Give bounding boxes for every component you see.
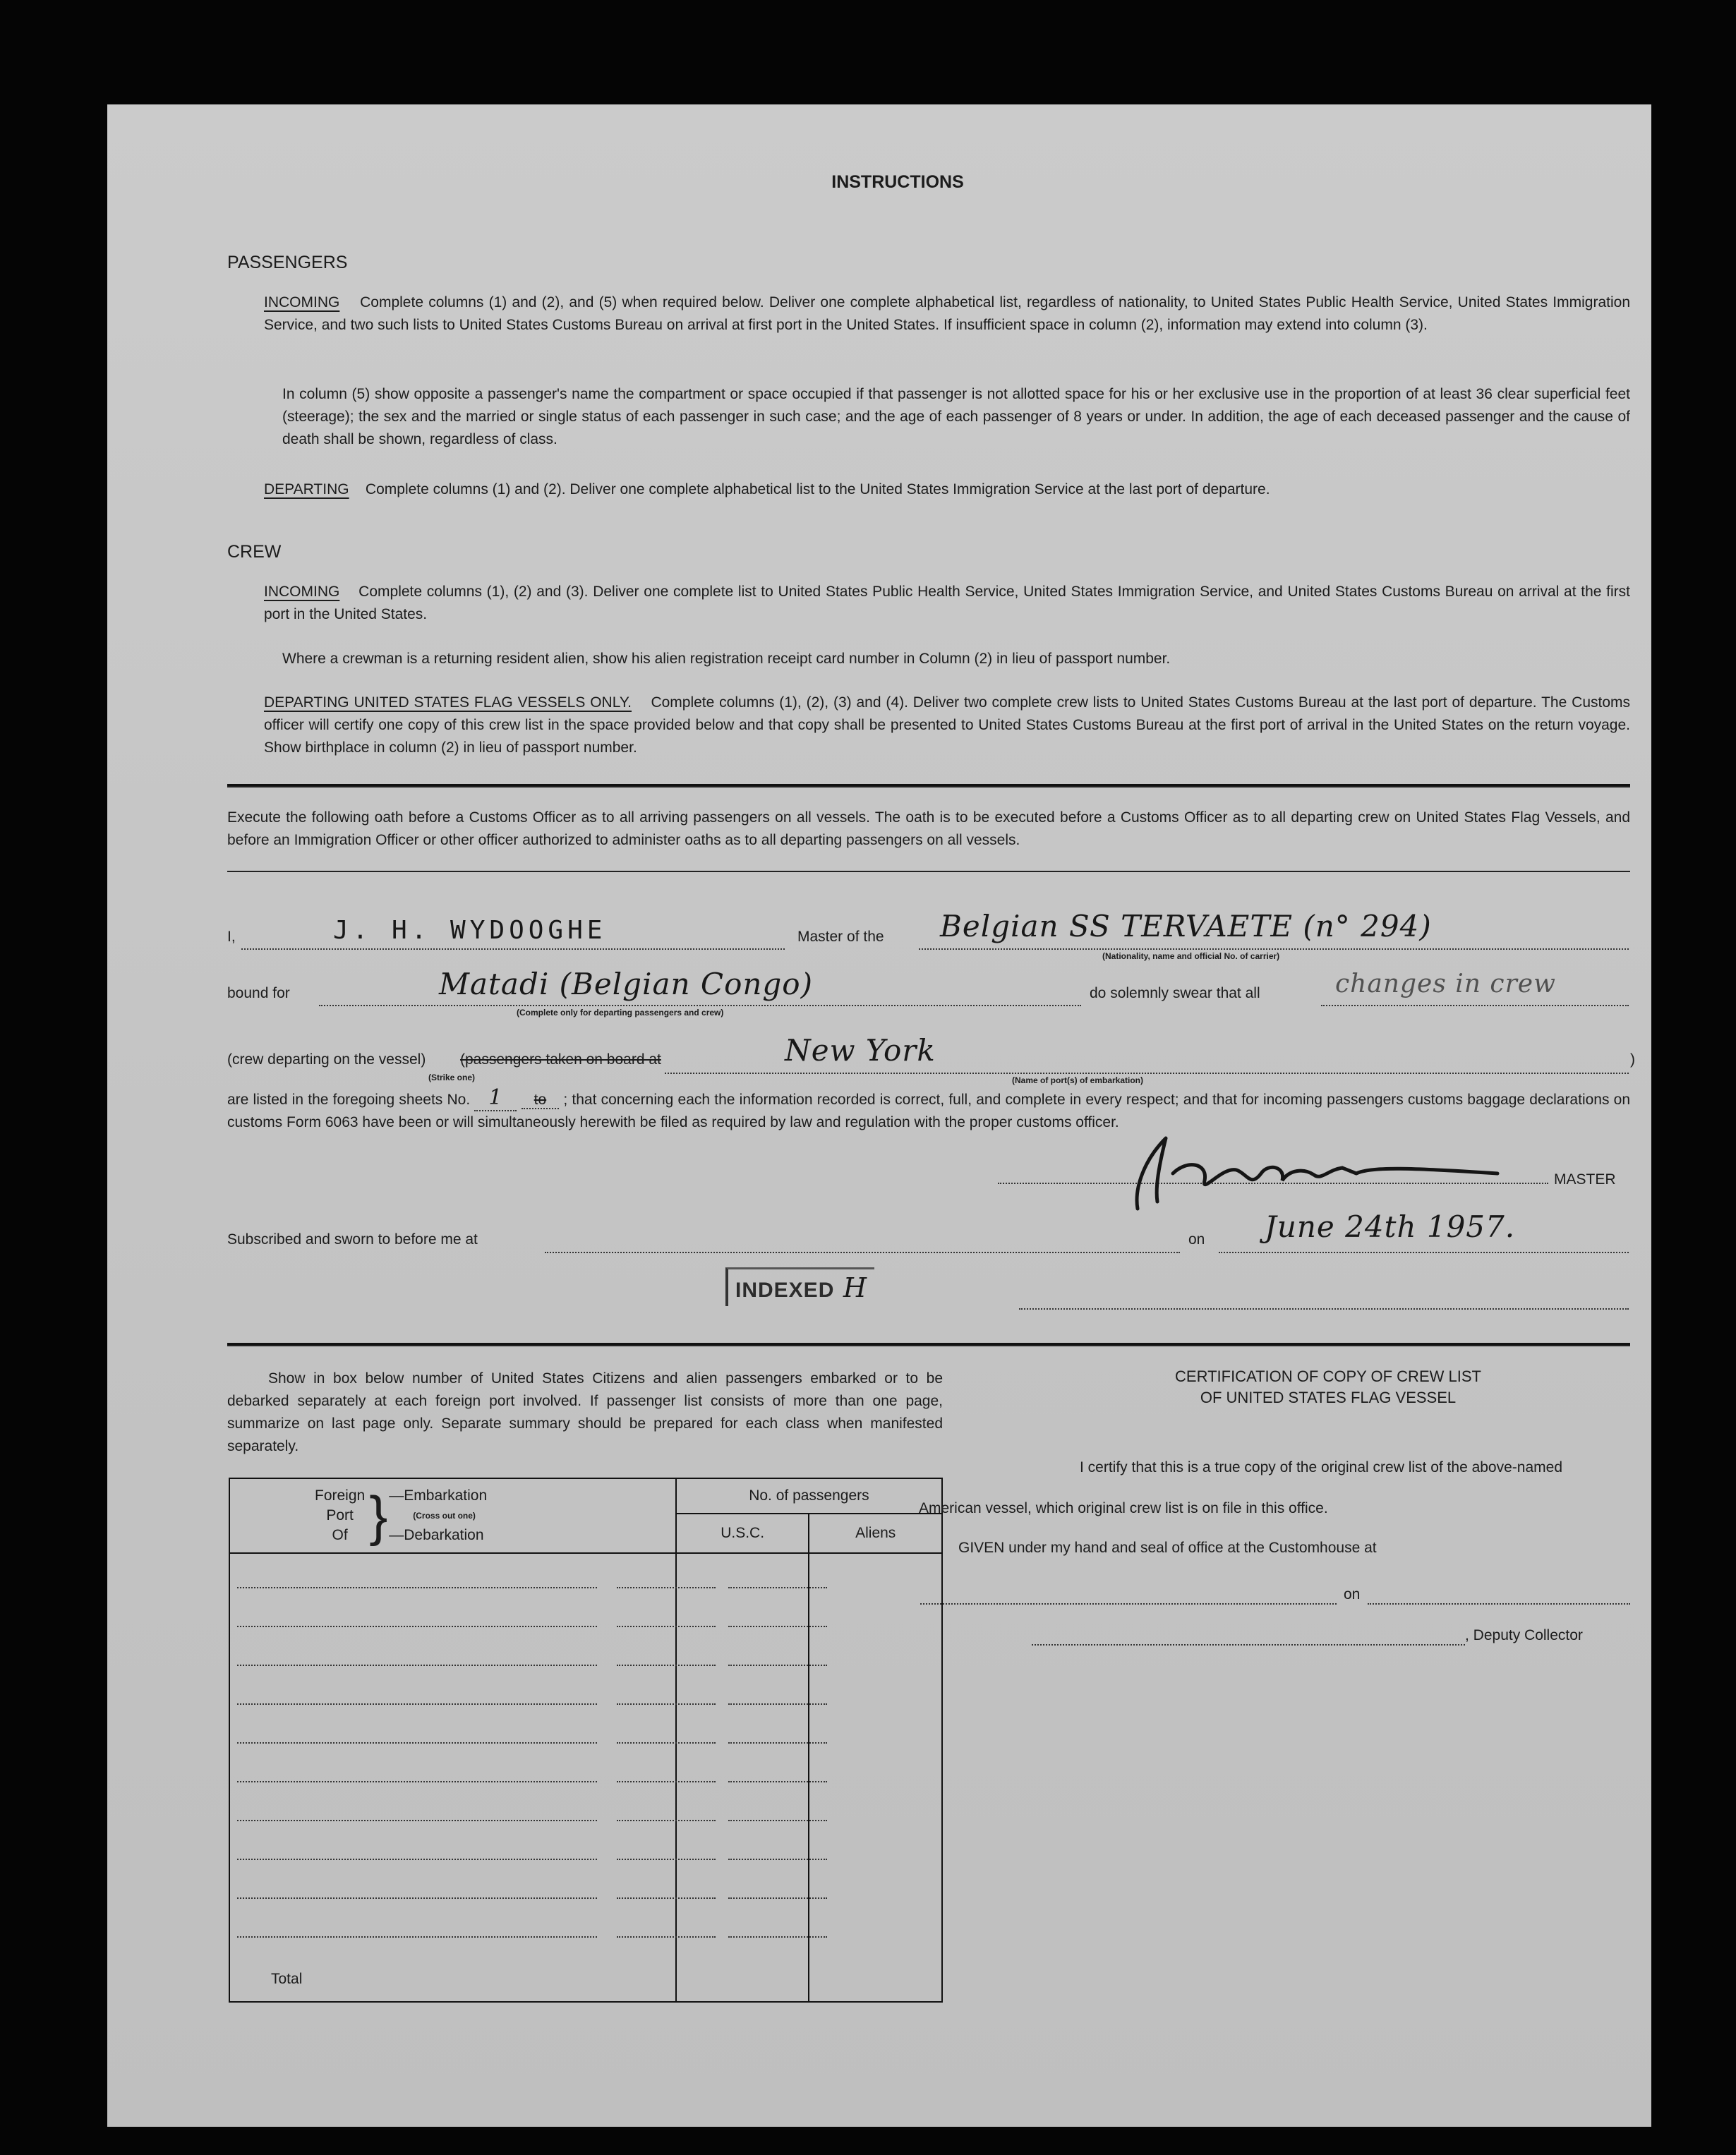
cross-out-caption: (Cross out one)	[413, 1511, 476, 1521]
crew-departing-option: (crew departing on the vessel)	[227, 1051, 426, 1068]
crew-resident-paragraph: Where a crewman is a returning resident alien, show his alien registration receipt card number in Column (2) in lieu of passport number.	[282, 651, 1171, 667]
subscribed-date: June 24th 1957.	[1265, 1209, 1516, 1244]
deputy-collector-line	[1032, 1644, 1465, 1646]
indexed-stamp	[725, 1267, 874, 1306]
port-value: New York	[785, 1033, 936, 1068]
summary-instruction: Show in box below number of United States Citizens and alien passengers embarked or to be debarked separately at each foreign port involved. If passenger list consists of more than one page, summarize on last page only. Separate summary should be prepared for each class when manifested separately.	[227, 1370, 943, 1454]
port-close-paren: )	[1630, 1051, 1635, 1068]
sheets-text: ; that concerning each the information recorded is correct, full, and complete in every respect; and that for incoming passengers customs baggage declarations on customs Form 6063 have been or will simultaneously herewith be filed as required by law and regulation with the proper customs officer.	[227, 1092, 1631, 1130]
passengers-heading: PASSENGERS	[227, 253, 348, 272]
table-row	[237, 1936, 597, 1938]
bound-for-line	[319, 1005, 1081, 1006]
table-row	[728, 1781, 827, 1782]
port-caption: (Name of port(s) of embarkation)	[1012, 1075, 1144, 1085]
section-divider	[227, 784, 1630, 787]
certification-title	[1025, 1366, 1632, 1408]
sheets-paragraph	[227, 1087, 1630, 1134]
crew-incoming-text: Complete columns (1), (2) and (3). Deliver one complete list to United States Public Health Service, United States Immigration Service, and United States Customs Bureau on arrival at the first port in the United States.	[264, 584, 1630, 622]
usc-column-body	[676, 1553, 809, 2002]
crew-incoming-paragraph	[264, 581, 1630, 626]
subscribed-on-label: on	[1188, 1231, 1205, 1248]
certification-line2: American vessel, which original crew list is on file in this office.	[919, 1500, 1328, 1516]
indexed-initial: H	[843, 1272, 867, 1303]
master-of-label: Master of the	[797, 929, 884, 945]
table-row	[237, 1781, 597, 1782]
passengers-column5-paragraph: In column (5) show opposite a passenger's name the compartment or space occupied if that passenger is not allotted space for his or her exclusive use in the proportion of at least 36 clear superficial feet (steerage); the sex and the married or single status of each passenger in such case; and the age of each passenger of 8 years or under. In addition, the age of each deceased passenger and the cause of death shall be shown, regardless of class.	[282, 386, 1630, 447]
master-signature	[1116, 1131, 1512, 1216]
swear-label: do solemnly swear that all	[1090, 985, 1260, 1001]
table-row	[237, 1703, 597, 1705]
no-passengers-header: No. of passengers	[676, 1478, 942, 1514]
document-page	[107, 104, 1651, 2127]
oath-divider	[227, 871, 1630, 872]
table-row	[617, 1781, 716, 1782]
table-row	[237, 1820, 597, 1821]
embarkation-option: —Embarkation	[389, 1487, 488, 1504]
passengers-incoming-text: Complete columns (1) and (2), and (5) when required below. Deliver one complete alphabetical list, regardless of nationality, to United States Public Health Service, United States Immigration Service, and two such lists to United States Customs Bureau on arrival at first port in the United States. If insufficient space in column (2), information may extend into column (3).	[264, 294, 1631, 333]
deputy-collector-label: , Deputy Collector	[1465, 1627, 1583, 1643]
debarkation-option: —Debarkation	[389, 1527, 484, 1543]
table-row	[617, 1665, 716, 1666]
crew-incoming-label: INCOMING	[264, 584, 340, 600]
table-row	[728, 1936, 827, 1938]
crew-departing-label: DEPARTING UNITED STATES FLAG VESSELS ONLY.	[264, 694, 632, 711]
table-row	[617, 1587, 716, 1588]
crew-departing-text: Complete columns (1), (2), (3) and (4). Deliver two complete crew lists to United States Customs Bureau at the last port of departure. The Customs officer will certify one copy of this crew list in the space provided below and that copy shall be presented to United States Customs Bureau at the first port of arrival in the United States on the return voyage. Show birthplace in column (2) in lieu of passport number.	[264, 694, 1631, 756]
table-row	[617, 1626, 716, 1627]
table-row	[617, 1859, 716, 1860]
passengers-incoming-label: INCOMING	[264, 294, 340, 310]
table-row	[728, 1626, 827, 1627]
vessel-name: Belgian SS TERVAETE (n° 294)	[940, 909, 1432, 943]
table-row	[237, 1859, 597, 1860]
certification-date-line	[1368, 1603, 1630, 1605]
bottom-section-divider	[227, 1343, 1630, 1346]
table-row	[617, 1703, 716, 1705]
indexed-stamp-text: INDEXED	[735, 1279, 835, 1302]
table-row	[237, 1742, 597, 1744]
page-title: INSTRUCTIONS	[831, 172, 964, 192]
table-row	[728, 1703, 827, 1705]
vessel-line	[919, 948, 1629, 950]
certification-on-label: on	[1344, 1586, 1361, 1602]
i-label: I,	[227, 929, 236, 945]
certification-officer-line	[1019, 1308, 1629, 1310]
bound-for-caption: (Complete only for departing passengers and crew)	[517, 1008, 724, 1018]
passenger-summary-table	[229, 1478, 943, 2003]
table-row	[617, 1820, 716, 1821]
sheets-label: are listed in the foregoing sheets No.	[227, 1092, 471, 1108]
brace: }	[369, 1485, 388, 1547]
passengers-departing-text: Complete columns (1) and (2). Deliver one complete alphabetical list to the United States Immigration Service at the last port of departure.	[365, 481, 1270, 497]
master-name-line	[241, 948, 785, 950]
table-row	[617, 1897, 716, 1899]
certification-line1: I certify that this is a true copy of the original crew list of the above-named	[1080, 1459, 1562, 1475]
subscribed-label: Subscribed and sworn to before me at	[227, 1231, 478, 1248]
table-row	[728, 1742, 827, 1744]
table-row	[237, 1665, 597, 1666]
passengers-incoming-paragraph	[264, 291, 1630, 337]
table-row	[237, 1626, 597, 1627]
master-name: J. H. WYDOOGHE	[333, 916, 607, 945]
bound-for-value: Matadi (Belgian Congo)	[439, 967, 813, 1001]
crew-heading: CREW	[227, 542, 282, 562]
certification-title-line1: CERTIFICATION OF COPY OF CREW LIST	[1175, 1368, 1481, 1385]
strike-one-caption: (Strike one)	[428, 1073, 476, 1082]
table-row	[728, 1897, 827, 1899]
vessel-caption: (Nationality, name and official No. of carrier)	[1102, 951, 1280, 961]
table-row	[728, 1587, 827, 1588]
subscribed-date-line	[1219, 1252, 1629, 1253]
foreign-port-label: Foreign Port Of	[315, 1487, 366, 1543]
bound-for-label: bound for	[227, 985, 290, 1001]
sheets-to-label: to	[522, 1092, 560, 1109]
oath-instruction: Execute the following oath before a Customs Officer as to all arriving passengers on all vessels. The oath is to be executed before a Customs Officer as to all departing crew on United States Flag Vessels, and before an Immigration Officer or other officer authorized to administer oaths as to all departing passengers on all vessels.	[227, 809, 1630, 848]
table-row	[728, 1859, 827, 1860]
passengers-option-struck: (passengers taken on board at	[460, 1051, 661, 1068]
usc-header: U.S.C.	[676, 1514, 809, 1553]
passengers-departing-paragraph	[264, 478, 1630, 501]
table-row	[617, 1742, 716, 1744]
aliens-header: Aliens	[809, 1514, 942, 1553]
total-label: Total	[271, 1971, 303, 1987]
sheets-from: 1	[474, 1085, 517, 1111]
table-row	[237, 1897, 597, 1899]
subscribed-place-line	[545, 1252, 1180, 1253]
crew-departing-paragraph	[264, 692, 1630, 759]
table-row	[617, 1936, 716, 1938]
table-row	[728, 1665, 827, 1666]
table-row	[237, 1587, 597, 1588]
aliens-column-body	[809, 1553, 942, 2002]
swear-value: changes in crew	[1335, 970, 1556, 998]
foreign-port-header	[229, 1478, 676, 1553]
certification-title-line2: OF UNITED STATES FLAG VESSEL	[1200, 1389, 1457, 1406]
port-column-body	[229, 1553, 676, 2002]
port-line	[665, 1073, 1629, 1074]
table-row	[728, 1820, 827, 1821]
passengers-departing-label: DEPARTING	[264, 481, 349, 497]
certification-line3: GIVEN under my hand and seal of office at the Customhouse at	[958, 1540, 1377, 1556]
customhouse-line	[920, 1603, 1337, 1605]
master-label: MASTER	[1554, 1171, 1616, 1188]
swear-line	[1321, 1005, 1629, 1006]
